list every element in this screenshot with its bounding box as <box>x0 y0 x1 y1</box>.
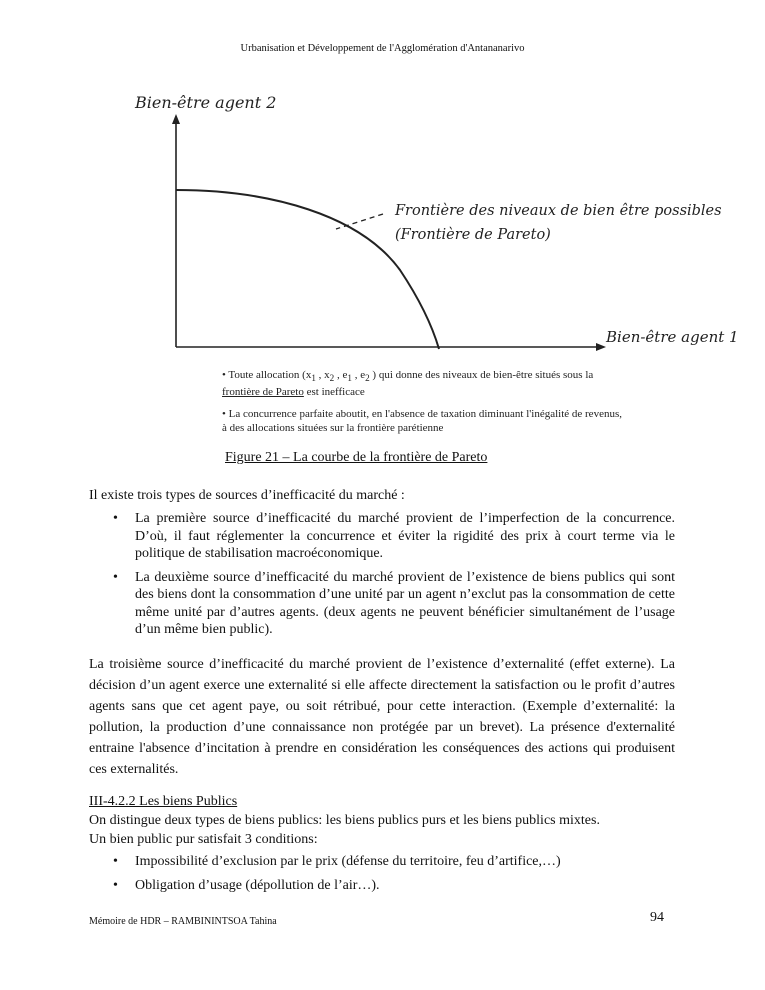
bullet-icon: • <box>113 511 118 526</box>
y-axis-arrow <box>172 114 180 124</box>
page-number: 94 <box>650 910 664 925</box>
section-title: III-4.2.2 Les biens Publics <box>89 794 238 809</box>
footer-author: Mémoire de HDR – RAMBININTSOA Tahina <box>89 916 277 927</box>
bullet-icon: • <box>113 569 118 585</box>
curve-label-line2: (Frontière de Pareto) <box>395 227 551 243</box>
inefficiency-list <box>89 510 675 645</box>
bullet-icon: • <box>113 854 118 869</box>
x-axis-label: Bien-être agent 1 <box>606 328 739 346</box>
figure-note-1: • Toute allocation ($x_1$ , $x_2$ , $e_1$ , $e_2$ ) qui donne des niveaux de bien-être situés sous la frontière de Pareto est inefficace <box>222 369 594 399</box>
curve-pointer <box>336 214 383 229</box>
list-item: • La deuxième source d’inefficacité du marché provient de l’existence de biens publics qui sont des biens dont la consommation d’une unité par un agent n’exclut pas la consommation de cette même unité par d’autres agents. (deux agents ne peuvent bénéficier simultanément de l’usage d’un même bien public). <box>113 569 675 637</box>
externality-paragraph: La troisième source d’inefficacité du marché provient de l’existence d’externalité (effet externe). La décision d’un agent exerce une externalité si elle affecte directement la satisfaction ou le profit d’autres agents sans que cet agent paye, ou soit rétribué, pour cette interaction. (Exemple d’externalité: la pollution, la production d’une connaissance non protégée par un brevet). La présence d'externalité entraine l'absence d’incitation à prendre en considération les conséquences des actions qui produisent ces externalités. <box>89 657 675 777</box>
conditions-list <box>89 853 675 900</box>
running-header: Urbanisation et Développement de l'Agglomération d'Antananarivo <box>240 43 525 54</box>
intro-line: Il existe trois types de sources d’inefficacité du marché : <box>89 488 405 503</box>
curve-label-line1: Frontière des niveaux de bien être possibles <box>395 203 722 219</box>
x-axis-arrow <box>596 343 606 351</box>
figure-note-2: • La concurrence parfaite aboutit, en l'absence de taxation diminuant l'inégalité de revenus, à des allocations situées sur la frontière parétienne <box>222 408 622 434</box>
figure-caption: Figure 21 – La courbe de la frontière de Pareto <box>225 450 488 465</box>
list-item: • Impossibilité d’exclusion par le prix (défense du territoire, feu d’artifice,…) <box>113 854 561 869</box>
list-item: • Obligation d’usage (dépollution de l’air…). <box>113 877 380 893</box>
section-line-2: Un bien public pur satisfait 3 conditions: <box>89 832 318 847</box>
bullet-icon: • <box>113 877 118 893</box>
list-item: • La première source d’inefficacité du marché provient de l’imperfection de la concurrence. D’où, il faut réglementer la concurrence et éviter la rigidité des prix à court terme via le politique de stabilisation macroéconomique. <box>113 511 675 561</box>
pareto-frontier-underlined: frontière de Pareto <box>222 386 304 399</box>
section-line-1: On distingue deux types de biens publics: les biens publics purs et les biens publics mixtes. <box>89 813 600 828</box>
y-axis-label: Bien-être agent 2 <box>135 93 277 112</box>
